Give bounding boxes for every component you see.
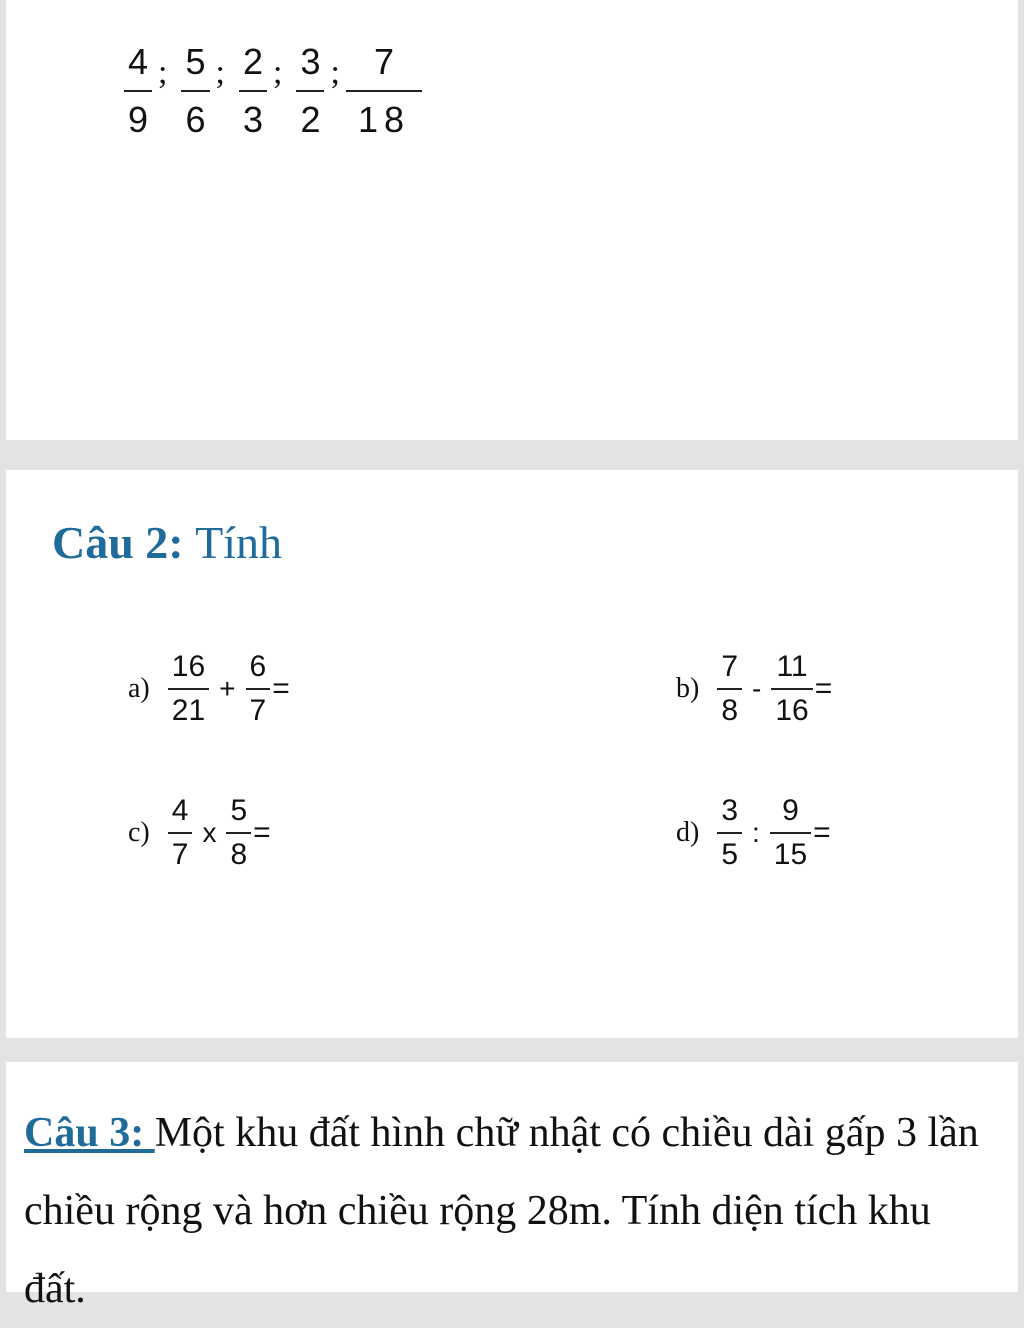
- question-2-heading: [52, 516, 282, 569]
- fraction-separator: ;: [158, 54, 168, 91]
- exercise-a-left-fraction: [168, 652, 209, 726]
- fraction-5-numerator: 7: [373, 41, 394, 82]
- numerator: 4: [171, 794, 189, 827]
- fraction-1-numerator: 4: [128, 41, 149, 82]
- fraction-separator: ;: [330, 54, 340, 91]
- fraction-1-denominator: 9: [128, 99, 149, 140]
- fraction-2-denominator: 6: [185, 99, 206, 140]
- denominator: 7: [171, 838, 189, 871]
- multiply-operator: x: [202, 817, 217, 848]
- question-2-label: Câu 2:: [52, 517, 184, 568]
- exercise-c-left-fraction: [168, 796, 193, 870]
- denominator: 15: [773, 838, 808, 871]
- exercise-d: [676, 796, 831, 870]
- fraction-3-denominator: 3: [242, 99, 263, 140]
- fraction-4: [296, 41, 324, 140]
- equals-sign: =: [253, 816, 271, 849]
- question-2-title: Tính: [195, 517, 283, 568]
- question-3-paragraph: [24, 1094, 994, 1328]
- numerator: 5: [230, 794, 248, 827]
- question-3-text: Một khu đất hình chữ nhật có chiều dài gấp 3 lần chiều rộng và hơn chiều rộng 28m. Tính diện tích khu đất.: [24, 1110, 979, 1312]
- fraction-3: [239, 41, 267, 140]
- fraction-5: [354, 41, 414, 140]
- exercise-a-right-fraction: [246, 652, 271, 726]
- exercise-c-label: c): [128, 817, 150, 848]
- exercise-d-left-fraction: [717, 796, 742, 870]
- numerator: 6: [249, 650, 267, 683]
- fraction-4-denominator: 2: [300, 99, 321, 140]
- fraction-2-numerator: 5: [185, 41, 206, 82]
- denominator: 8: [721, 694, 739, 727]
- exercise-d-right-fraction: [770, 796, 811, 870]
- minus-operator: -: [752, 673, 762, 704]
- fraction-5-denominator: 18: [357, 99, 410, 140]
- denominator: 5: [721, 838, 739, 871]
- exercise-b-left-fraction: [717, 652, 742, 726]
- fraction-1: [124, 41, 152, 140]
- exercise-b-label: b): [676, 673, 700, 704]
- numerator: 7: [721, 650, 739, 683]
- exercise-d-label: d): [676, 817, 700, 848]
- fraction-separator: ;: [215, 54, 225, 91]
- fraction-4-numerator: 3: [300, 41, 321, 82]
- fraction-separator: ;: [273, 54, 283, 91]
- fraction-2: [181, 41, 209, 140]
- exercise-a-label: a): [128, 673, 150, 704]
- denominator: 8: [230, 838, 248, 871]
- denominator: 7: [249, 694, 267, 727]
- exercise-c: [128, 796, 271, 870]
- divide-operator: :: [752, 817, 760, 848]
- fraction-3-numerator: 2: [242, 41, 263, 82]
- numerator: 16: [171, 650, 206, 683]
- fraction-list: [124, 41, 414, 140]
- numerator: 11: [776, 650, 808, 683]
- exercise-c-right-fraction: [226, 796, 251, 870]
- equals-sign: =: [272, 672, 290, 705]
- exercise-b: [676, 652, 832, 726]
- exercise-b-right-fraction: [771, 652, 812, 726]
- question-3-label: Câu 3:: [24, 1110, 155, 1156]
- denominator: 21: [171, 694, 206, 727]
- equals-sign: =: [813, 816, 831, 849]
- numerator: 3: [721, 794, 739, 827]
- equals-sign: =: [814, 672, 833, 705]
- plus-operator: +: [219, 673, 236, 704]
- exercise-a: [128, 652, 290, 726]
- numerator: 9: [782, 794, 799, 827]
- denominator: 16: [775, 694, 809, 727]
